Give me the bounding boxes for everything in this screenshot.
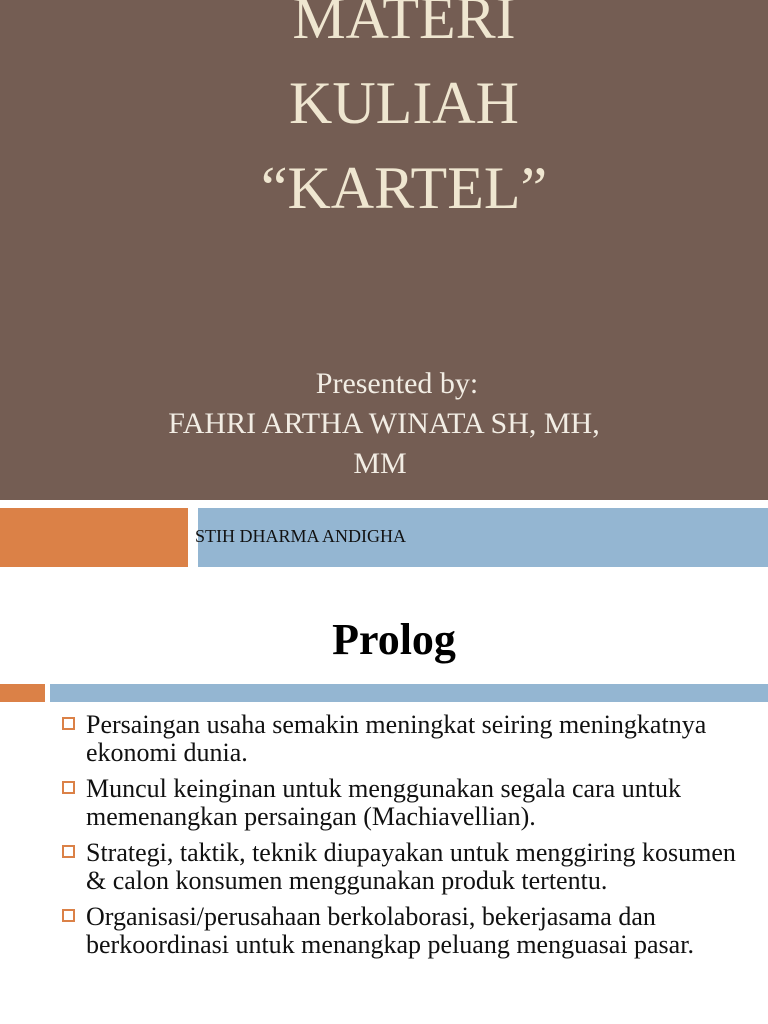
prolog-title: Prolog <box>332 615 456 664</box>
accent-bar-orange <box>0 508 188 567</box>
square-bullet-icon <box>62 717 75 730</box>
slide-title <box>0 0 768 231</box>
title-line-2: KULIAH <box>289 70 519 136</box>
bullet-text: Strategi, taktik, teknik diupayakan untuk menggiring kosumen & calon konsumen menggunakan produk tertentu. <box>86 838 736 895</box>
prolog-bullet-list <box>0 711 768 967</box>
presenter-name-line-1: FAHRI ARTHA WINATA SH, MH, <box>168 407 600 440</box>
prolog-accent-bar-blue <box>50 684 768 702</box>
square-bullet-icon <box>62 845 75 858</box>
bullet-text: Muncul keinginan untuk menggunakan segala cara untuk memenangkan persaingan (Machiavellian). <box>86 774 681 831</box>
list-item <box>0 903 768 959</box>
title-line-3: “KARTEL” <box>260 155 548 221</box>
list-item <box>0 839 768 895</box>
title-line-1: MATERI <box>292 0 516 51</box>
presenter-block <box>0 364 768 484</box>
list-item <box>0 775 768 831</box>
presenter-name-line-2: MM <box>353 447 407 480</box>
slide-divider-gap <box>0 500 768 508</box>
title-slide <box>0 0 768 500</box>
square-bullet-icon <box>62 909 75 922</box>
prolog-accent-bar-orange <box>0 684 45 702</box>
list-item <box>0 711 768 767</box>
presenter-label: Presented by: <box>315 367 479 400</box>
institution-label: STIH DHARMA ANDIGHA <box>195 526 407 546</box>
bullet-text: Organisasi/perusahaan berkolaborasi, bekerjasama dan berkoordinasi untuk menangkap peluang menguasai pasar. <box>86 902 694 959</box>
square-bullet-icon <box>62 781 75 794</box>
bullet-text: Persaingan usaha semakin meningkat seiring meningkatnya ekonomi dunia. <box>86 710 707 767</box>
